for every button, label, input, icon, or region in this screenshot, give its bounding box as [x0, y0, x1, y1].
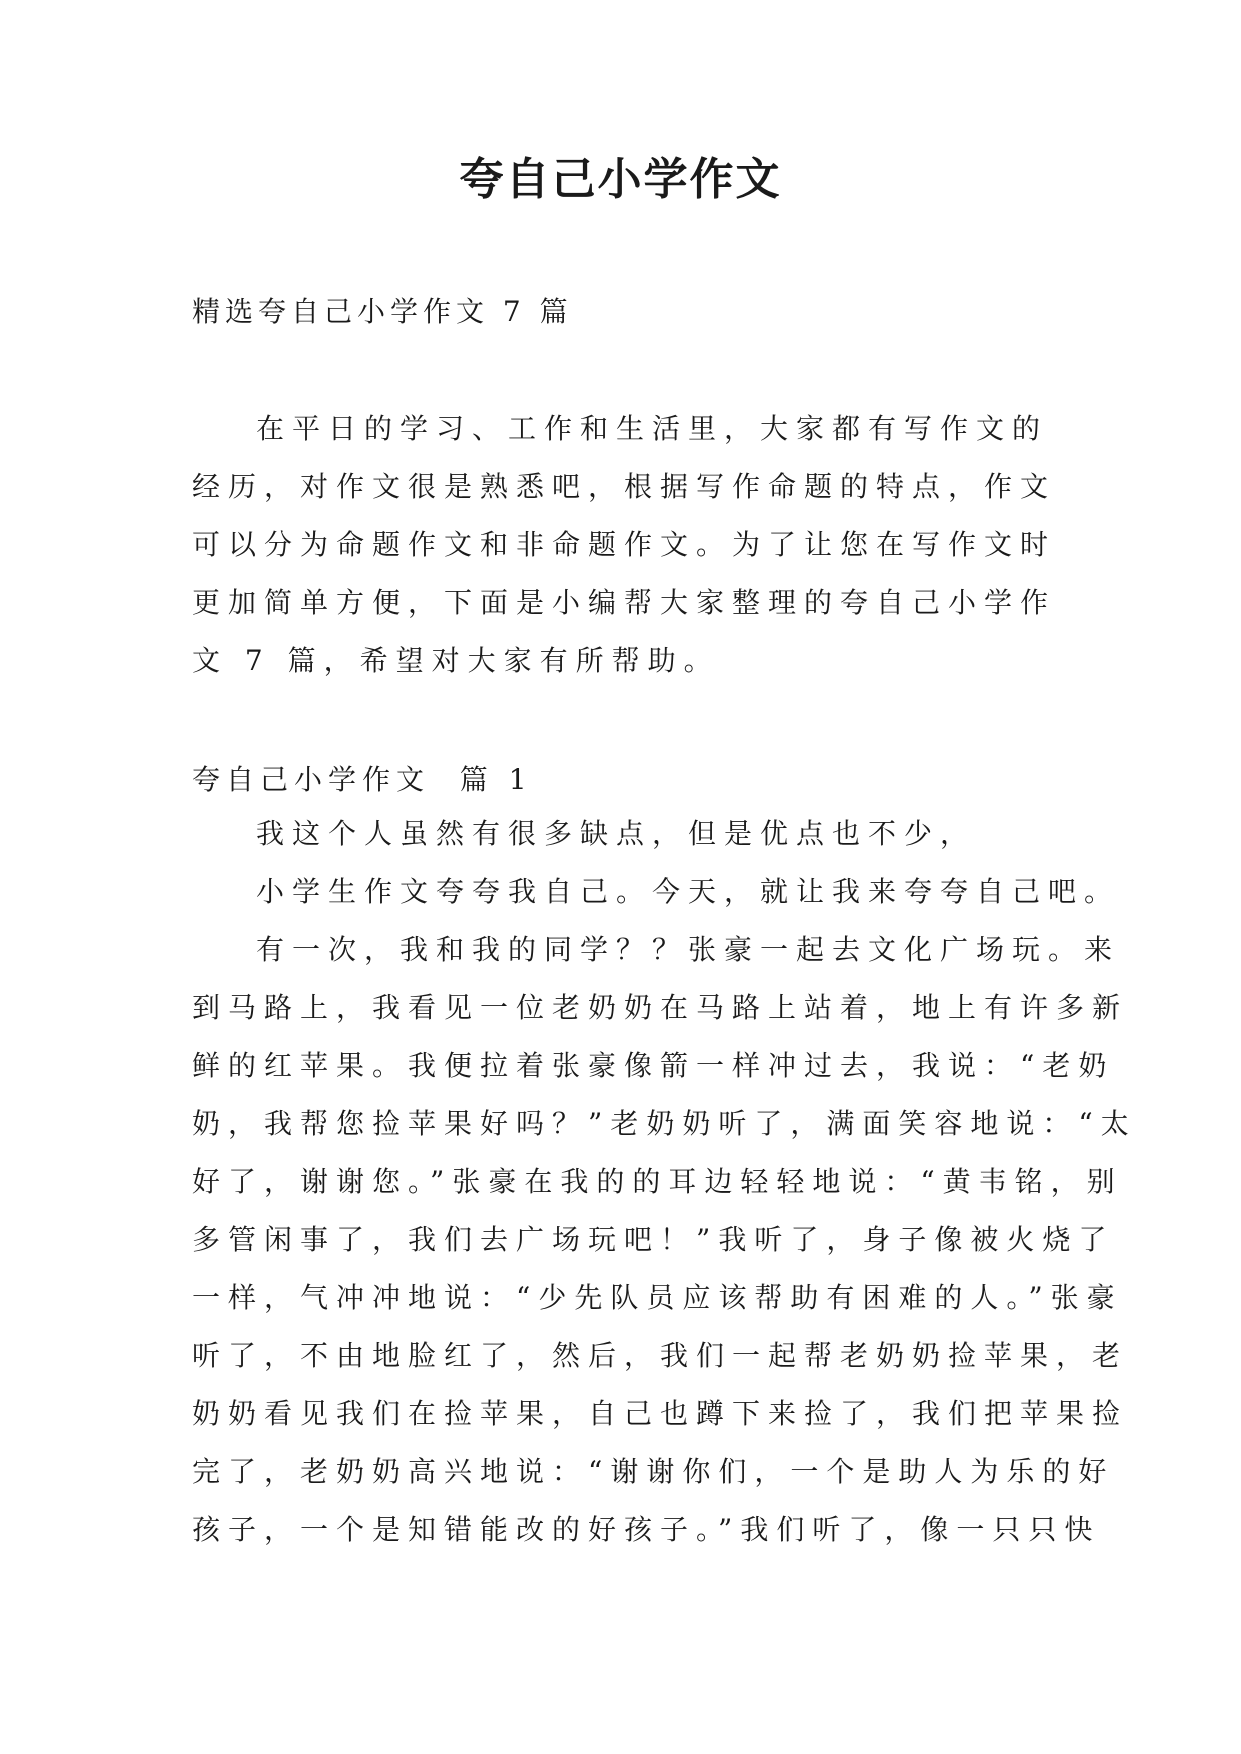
essay-line: 奶，我帮您捡苹果好吗？”老奶奶听了，满面笑容地说：“太 — [192, 1107, 1137, 1140]
essay-line: 鲜的红苹果。我便拉着张豪像箭一样冲过去，我说：“老奶 — [192, 1049, 1115, 1082]
section-heading: 夸自己小学作文 篇 1 — [192, 763, 533, 796]
essay-body — [192, 805, 1137, 1559]
essay-line: 到马路上，我看见一位老奶奶在马路上站着，地上有许多新 — [192, 991, 1129, 1024]
essay-line: 孩子，一个是知错能改的好孩子。”我们听了，像一只只快 — [192, 1513, 1101, 1546]
essay-line: 奶奶看见我们在捡苹果，自己也蹲下来捡了，我们把苹果捡 — [192, 1397, 1129, 1430]
essay-line: 有一次，我和我的同学？？张豪一起去文化广场玩。来 — [256, 933, 1121, 966]
essay-line: 听了，不由地脸红了，然后，我们一起帮老奶奶捡苹果，老 — [192, 1339, 1129, 1372]
essay-line: 一样，气冲冲地说：“少先队员应该帮助有困难的人。”张豪 — [192, 1281, 1123, 1314]
document-title: 夸自己小学作文 — [459, 154, 782, 205]
document-subtitle: 精选夸自己小学作文 7 篇 — [192, 295, 573, 328]
essay-line: 小学生作文夸夸我自己。今天，就让我来夸夸自己吧。 — [256, 875, 1121, 908]
essay-line: 多管闲事了，我们去广场玩吧！”我听了，身子像被火烧了 — [192, 1223, 1115, 1256]
essay-line: 我这个人虽然有很多缺点，但是优点也不少， — [256, 817, 977, 850]
intro-paragraph: 在平日的学习、工作和生活里，大家都有写作文的经历，对作文很是熟悉吧，根据写作命题的特点，作文可以分为命题作文和非命题作文。为了让您在写作文时更加简单方便，下面是小编帮大家整理的夸自己小学作文 7 篇，希望对大家有所帮助。 — [192, 412, 1057, 677]
essay-line: 完了，老奶奶高兴地说：“谢谢你们，一个是助人为乐的好 — [192, 1455, 1115, 1488]
essay-line: 好了，谢谢您。”张豪在我的的耳边轻轻地说：“黄韦铭，别 — [192, 1165, 1123, 1198]
